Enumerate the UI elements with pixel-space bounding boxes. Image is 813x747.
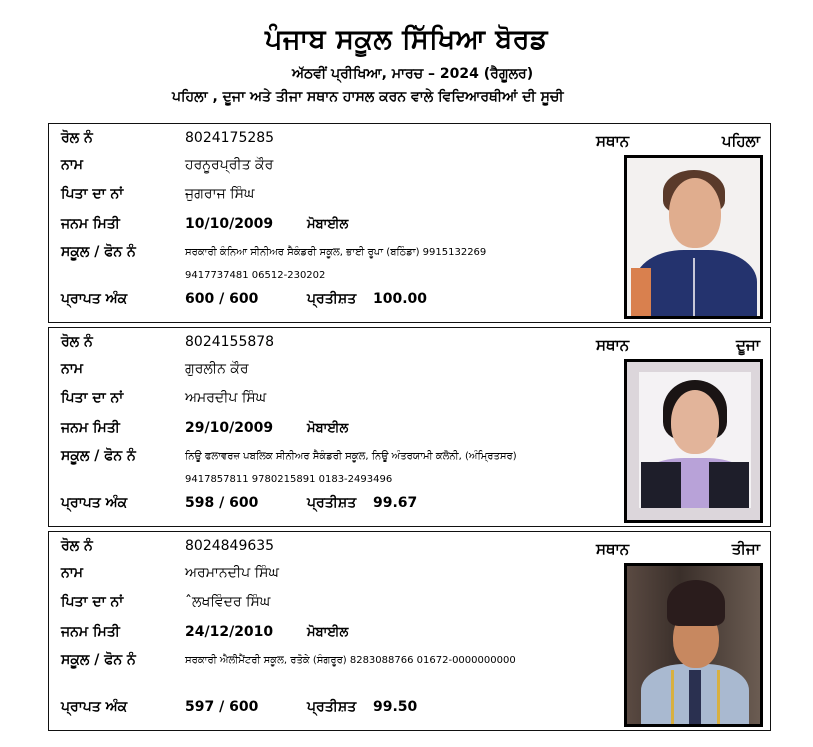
marks-label: ਪ੍ਰਾਪਤ ਅੰਕ bbox=[61, 699, 128, 715]
dob-value: 29/10/2009 bbox=[185, 420, 274, 436]
student-card-first bbox=[48, 123, 771, 323]
school-label: ਸਕੂਲ / ਫੋਨ ਨੰ bbox=[61, 652, 136, 668]
marks-label: ਪ੍ਰਾਪਤ ਅੰਕ bbox=[61, 291, 128, 307]
dob-label: ਜਨਮ ਮਿਤੀ bbox=[61, 216, 120, 232]
board-title: ਪੰਜਾਬ ਸਕੂਲ ਸਿੱਖਿਆ ਬੋਰਡ bbox=[265, 24, 548, 55]
percentage-value: 99.67 bbox=[373, 495, 418, 511]
exam-subtitle: ਅੱਠਵੀਂ ਪ੍ਰੀਖਿਆ, ਮਾਰਚ – 2024 (ਰੈਗੂਲਰ) bbox=[292, 66, 534, 82]
phones-value: 9417737481 06512-230202 bbox=[185, 269, 326, 281]
rank-label: ਸਥਾਨ bbox=[596, 132, 630, 150]
roll-label: ਰੋਲ ਨੰ bbox=[61, 334, 93, 350]
phones-value: 9417857811 9780215891 0183-2493496 bbox=[185, 473, 393, 485]
roll-value: 8024175285 bbox=[185, 130, 275, 146]
roll-label: ਰੋਲ ਨੰ bbox=[61, 538, 93, 554]
mobile-label: ਮੋਬਾਈਲ bbox=[307, 420, 349, 436]
name-label: ਨਾਮ bbox=[61, 157, 83, 173]
rank-value: ਤੀਜਾ bbox=[731, 540, 760, 558]
school-label: ਸਕੂਲ / ਫੋਨ ਨੰ bbox=[61, 448, 136, 464]
percentage-value: 99.50 bbox=[373, 699, 418, 715]
name-value: ਹਰਨੂਰਪ੍ਰੀਤ ਕੌਰ bbox=[185, 157, 274, 173]
dob-value: 24/12/2010 bbox=[185, 624, 274, 640]
roll-value: 8024849635 bbox=[185, 538, 275, 554]
percentage-label: ਪ੍ਰਤੀਸ਼ਤ bbox=[307, 291, 357, 307]
student-card-third bbox=[48, 531, 771, 731]
student-photo bbox=[624, 563, 763, 727]
father-label: ਪਿਤਾ ਦਾ ਨਾਂ bbox=[61, 186, 124, 202]
mobile-label: ਮੋਬਾਈਲ bbox=[307, 624, 349, 640]
rank-value: ਦੂਜਾ bbox=[735, 336, 760, 354]
school-label: ਸਕੂਲ / ਫੋਨ ਨੰ bbox=[61, 244, 136, 260]
list-title: ਪਹਿਲਾ , ਦੂਜਾ ਅਤੇ ਤੀਜਾ ਸਥਾਨ ਹਾਸਲ ਕਰਨ ਵਾਲੇ ਵਿਦਿਆਰਥੀਆਂ ਦੀ ਸੂਚੀ bbox=[172, 89, 564, 105]
school-value: ਨਿਊ ਫਲਾਵਰਜ਼ ਪਬਲਿਕ ਸੀਨੀਅਰ ਸੈਕੰਡਰੀ ਸਕੂਲ, ਨਿਊ ਅੰਤਰਯਾਮੀ ਕਲੋਨੀ, (ਅੰਮ੍ਰਿਤਸਰ) bbox=[185, 450, 517, 462]
father-value: ਅਮਰਦੀਪ ਸਿੰਘ bbox=[185, 390, 267, 406]
school-value: ਸਰਕਾਰੀ ਕੰਨਿਆ ਸੀਨੀਅਰ ਸੈਕੰਡਰੀ ਸਕੂਲ, ਭਾਈ ਰੂਪਾ (ਬਠਿੰਡਾ) 9915132269 bbox=[185, 246, 487, 258]
marks-value: 600 / 600 bbox=[185, 291, 259, 307]
marks-value: 597 / 600 bbox=[185, 699, 259, 715]
marks-value: 598 / 600 bbox=[185, 495, 259, 511]
dob-label: ਜਨਮ ਮਿਤੀ bbox=[61, 420, 120, 436]
percentage-label: ਪ੍ਰਤੀਸ਼ਤ bbox=[307, 495, 357, 511]
roll-label: ਰੋਲ ਨੰ bbox=[61, 130, 93, 146]
school-value: ਸਰਕਾਰੀ ਐਲੀਮੈਂਟਰੀ ਸਕੂਲ, ਰਤੋਕੇ (ਸੰਗਰੂਰ) 8283088766 01672-0000000000 bbox=[185, 654, 516, 666]
marks-label: ਪ੍ਰਾਪਤ ਅੰਕ bbox=[61, 495, 128, 511]
father-label: ਪਿਤਾ ਦਾ ਨਾਂ bbox=[61, 390, 124, 406]
father-value: ਜੁਗਰਾਜ ਸਿੰਘ bbox=[185, 186, 255, 202]
student-card-second bbox=[48, 327, 771, 527]
percentage-label: ਪ੍ਰਤੀਸ਼ਤ bbox=[307, 699, 357, 715]
rank-label: ਸਥਾਨ bbox=[596, 540, 630, 558]
name-label: ਨਾਮ bbox=[61, 361, 83, 377]
mobile-label: ਮੋਬਾਈਲ bbox=[307, 216, 349, 232]
percentage-value: 100.00 bbox=[373, 291, 428, 307]
dob-label: ਜਨਮ ਮਿਤੀ bbox=[61, 624, 120, 640]
roll-value: 8024155878 bbox=[185, 334, 275, 350]
dob-value: 10/10/2009 bbox=[185, 216, 274, 232]
rank-value: ਪਹਿਲਾ bbox=[721, 132, 760, 150]
student-photo bbox=[624, 359, 763, 523]
student-photo bbox=[624, 155, 763, 319]
name-value: ਅਰਮਾਨਦੀਪ ਸਿੰਘ bbox=[185, 565, 279, 581]
name-label: ਨਾਮ bbox=[61, 565, 83, 581]
name-value: ਗੁਰਲੀਨ ਕੌਰ bbox=[185, 361, 249, 377]
father-label: ਪਿਤਾ ਦਾ ਨਾਂ bbox=[61, 594, 124, 610]
rank-label: ਸਥਾਨ bbox=[596, 336, 630, 354]
father-value: ˆਲਖਵਿੰਦਰ ਸਿੰਘ bbox=[185, 594, 271, 610]
